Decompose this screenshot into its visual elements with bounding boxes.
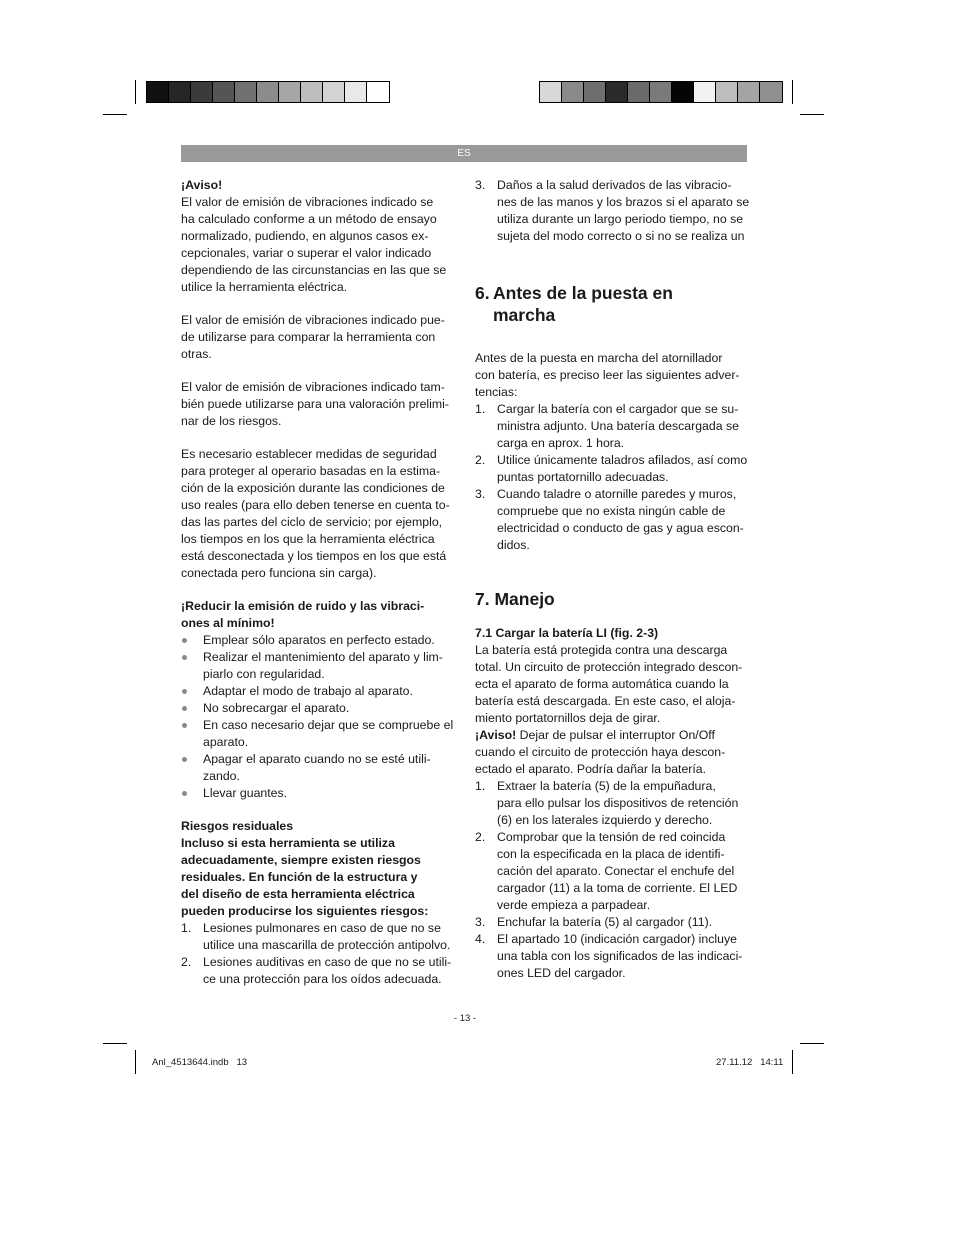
text-line: residuales. En función de la estructura y (181, 870, 418, 884)
item-number: 3. (475, 487, 486, 501)
aviso-2-rest (475, 744, 750, 778)
right-column (475, 177, 750, 982)
language-code: ES (457, 148, 471, 159)
riesgos-item-3 (475, 177, 750, 245)
color-bar-left-swatch (257, 82, 279, 102)
list-item (181, 649, 461, 683)
aviso-2-line (475, 727, 750, 744)
list-item (181, 785, 461, 802)
color-bar-right-swatch (650, 82, 672, 102)
paragraph-risk-assessment (181, 379, 461, 430)
numbered-item (475, 486, 750, 554)
color-bar-right-swatch (672, 82, 694, 102)
section-6-intro (475, 350, 750, 401)
text-line: ecta el aparato de forma automática cuando la (475, 677, 729, 691)
list-item (181, 751, 461, 785)
text-line: tencias: (475, 385, 518, 399)
list-item-text: Adaptar el modo de trabajo al aparato. (203, 684, 413, 698)
text-line: La batería está protegida contra una descarga (475, 643, 728, 657)
text-line: los tiempos en los que la herramienta eléctrica (181, 532, 435, 546)
text-line: ones al mínimo! (181, 616, 275, 630)
crop-mark (792, 1050, 793, 1074)
list-item-text: Llevar guantes. (203, 786, 288, 800)
aviso-text (181, 194, 461, 296)
item-text: electricidad o conducto de gas y agua escon- (497, 521, 744, 535)
color-bar-left-swatch (213, 82, 235, 102)
list-item (181, 632, 461, 649)
numbered-item (181, 920, 461, 954)
text-line: El valor de emisión de vibraciones indicado tam- (181, 380, 445, 394)
item-text: Comprobar que la tensión de red coincida (497, 830, 726, 844)
left-column (181, 177, 461, 988)
numbered-item (475, 177, 750, 245)
item-number: 1. (475, 402, 486, 416)
item-number: 2. (181, 955, 192, 969)
reduce-emission-title (181, 598, 461, 632)
aviso-title: ¡Aviso! (181, 178, 223, 192)
item-text: cargador (11) a la toma de corriente. El LED (497, 881, 738, 895)
color-bar-left (146, 81, 390, 103)
list-item (181, 683, 461, 700)
color-bar-left-swatch (147, 82, 169, 102)
item-text: (6) en los laterales izquierdo y derecho. (497, 813, 713, 827)
color-bar-right-swatch (628, 82, 650, 102)
text-line: cepcionales, variar o superar el valor indicado (181, 246, 432, 260)
item-text: utilice una mascarilla de protección antipolvo. (203, 938, 451, 952)
item-text: Extraer la batería (5) de la empuñadura, (497, 779, 716, 793)
color-bar-right-swatch (716, 82, 738, 102)
item-text: una tabla con los significados de las indicaci- (497, 949, 743, 963)
item-number: 1. (181, 921, 192, 935)
item-text: Daños a la salud derivados de las vibracio- (497, 178, 732, 192)
item-text: Lesiones auditivas en caso de que no se utili- (203, 955, 452, 969)
text-line: ¡Reducir la emisión de ruido y las vibraci- (181, 599, 425, 613)
numbered-item (475, 778, 750, 829)
bullet-icon (182, 655, 187, 660)
crop-mark (800, 1043, 824, 1044)
text-line: conectada pero funciona sin carga). (181, 566, 377, 580)
crop-mark (800, 114, 824, 115)
item-text: utiliza durante un largo periodo tiempo, no se (497, 212, 744, 226)
item-text: Utilice únicamente taladros afilados, así como (497, 453, 748, 467)
item-text: didos. (497, 538, 530, 552)
aviso-2-text: Dejar de pulsar el interruptor On/Off (516, 728, 715, 742)
text-line: El valor de emisión de vibraciones indicado se (181, 195, 434, 209)
text-line: total. Un circuito de protección integrado descon- (475, 660, 743, 674)
text-line: bién puede utilizarse para una valoración prelimi- (181, 397, 449, 411)
riesgos-list (181, 920, 461, 988)
section-6-title-line2: marcha (493, 305, 556, 325)
text-line: Antes de la puesta en marcha del atornillador (475, 351, 723, 365)
list-item-text: Realizar el mantenimiento del aparato y lim- (203, 650, 443, 664)
color-bar-right-swatch (760, 82, 782, 102)
crop-mark (135, 1050, 136, 1074)
color-bar-left-swatch (235, 82, 257, 102)
item-text: para ello pulsar los dispositivos de retención (497, 796, 739, 810)
paragraph-comparison (181, 312, 461, 363)
color-bar-left-swatch (367, 82, 389, 102)
text-line: dependiendo de las circunstancias en las que se (181, 263, 447, 277)
text-line: Es necesario establecer medidas de seguridad (181, 447, 437, 461)
list-item-text: piarlo con regularidad. (203, 667, 325, 681)
text-line: uso reales (para ello deben tenerse en cuenta to- (181, 498, 450, 512)
recommendation-list (181, 632, 461, 802)
crop-mark (792, 80, 793, 104)
text-line: nar de los riesgos. (181, 414, 282, 428)
color-bar-right-swatch (562, 82, 584, 102)
text-line: utilice la herramienta eléctrica. (181, 280, 348, 294)
section-6-title-line1: Antes de la puesta en (493, 283, 673, 303)
section-7-1-list (475, 778, 750, 982)
item-text: Lesiones pulmonares en caso de que no se (203, 921, 441, 935)
text-line: normalizado, pudiendo, en algunos casos ex- (181, 229, 429, 243)
list-item-text: zando. (203, 769, 240, 783)
crop-mark (135, 80, 136, 104)
item-text: sujeta del modo correcto o si no se realiza un (497, 229, 745, 243)
bullet-icon (182, 638, 187, 643)
item-number: 4. (475, 932, 486, 946)
bullet-icon (182, 706, 187, 711)
list-item (181, 700, 461, 717)
section-6-list (475, 401, 750, 554)
item-text: El apartado 10 (indicación cargador) incluye (497, 932, 737, 946)
language-header-bar (181, 145, 747, 162)
numbered-item (475, 401, 750, 452)
color-bar-right-swatch (606, 82, 628, 102)
numbered-item (181, 954, 461, 988)
color-bar-left-swatch (279, 82, 301, 102)
item-text: cación del aparato. Conectar el enchufe del (497, 864, 735, 878)
text-line: das las partes del ciclo de servicio; por ejemplo, (181, 515, 443, 529)
text-line: miento portatornillos deja de girar. (475, 711, 661, 725)
list-item-text: No sobrecargar el aparato. (203, 701, 350, 715)
item-number: 2. (475, 453, 486, 467)
numbered-item (475, 931, 750, 982)
item-text: ones LED del cargador. (497, 966, 626, 980)
text-line: otras. (181, 347, 212, 361)
color-bar-left-swatch (345, 82, 367, 102)
text-line: pueden producirse los siguientes riesgos: (181, 904, 429, 918)
color-bar-right (539, 81, 783, 103)
list-item-text: Apagar el aparato cuando no se esté utili- (203, 752, 431, 766)
bullet-icon (182, 757, 187, 762)
text-line: Incluso si esta herramienta se utiliza (181, 836, 395, 850)
bullet-icon (182, 723, 187, 728)
text-line: de utilizarse para comparar la herramienta con (181, 330, 436, 344)
item-text: ce una protección para los oídos adecuada. (203, 972, 442, 986)
item-number: 1. (475, 779, 486, 793)
item-text: verde empieza a parpadear. (497, 898, 651, 912)
item-text: puntas portatornillo adecuadas. (497, 470, 669, 484)
text-line: El valor de emisión de vibraciones indicado pue- (181, 313, 445, 327)
item-number: 3. (475, 178, 486, 192)
item-text: nes de las manos y los brazos si el aparato se (497, 195, 750, 209)
color-bar-right-swatch (584, 82, 606, 102)
aviso-2-label: ¡Aviso! (475, 728, 517, 742)
item-text: Cuando taladre o atornille paredes y muros, (497, 487, 737, 501)
item-text: compruebe que no exista ningún cable de (497, 504, 726, 518)
item-text: Enchufar la batería (5) al cargador (11). (497, 915, 713, 929)
item-text: Cargar la batería con el cargador que se su- (497, 402, 739, 416)
paragraph-safety-measures (181, 446, 461, 582)
color-bar-left-swatch (323, 82, 345, 102)
text-line: adecuadamente, siempre existen riesgos (181, 853, 421, 867)
item-text: con la especificada en la placa de identifi- (497, 847, 725, 861)
color-bar-left-swatch (191, 82, 213, 102)
list-item-text: aparato. (203, 735, 249, 749)
bullet-icon (182, 791, 187, 796)
item-text: carga en aprox. 1 hora. (497, 436, 625, 450)
riesgos-intro (181, 835, 461, 920)
section-6-heading (475, 282, 750, 326)
bullet-icon (182, 689, 187, 694)
text-line: batería está descargada. En este caso, el aloja- (475, 694, 736, 708)
color-bar-right-swatch (694, 82, 716, 102)
list-item-text: Emplear sólo aparatos en perfecto estado. (203, 633, 435, 647)
item-number: 2. (475, 830, 486, 844)
text-line: ción de la exposición durante las condiciones de (181, 481, 445, 495)
text-line: ha calculado conforme a un método de ensayo (181, 212, 437, 226)
page-number: - 13 - (453, 1013, 477, 1024)
item-number: 3. (475, 915, 486, 929)
section-7-1-heading: 7.1 Cargar la batería LI (fig. 2-3) (475, 626, 659, 640)
color-bar-right-swatch (540, 82, 562, 102)
text-line: del diseño de esta herramienta eléctrica (181, 887, 415, 901)
crop-mark (103, 1043, 127, 1044)
text-line: con batería, es preciso leer las siguientes adver- (475, 368, 740, 382)
color-bar-left-swatch (301, 82, 323, 102)
text-line: cuando el circuito de protección haya descon- (475, 745, 726, 759)
numbered-item (475, 452, 750, 486)
section-6-number: 6. (475, 283, 490, 303)
section-7-1-text (475, 642, 750, 727)
file-info: Anl_4513644.indb 13 (152, 1057, 248, 1068)
text-line: ectado el aparato. Podría dañar la batería. (475, 762, 707, 776)
text-line: para proteger al operario basadas en la estima- (181, 464, 441, 478)
color-bar-left-swatch (169, 82, 191, 102)
section-7-heading: 7. Manejo (475, 589, 555, 609)
print-date: 27.11.12 14:11 (716, 1057, 784, 1068)
numbered-item (475, 914, 750, 931)
numbered-item (475, 829, 750, 914)
text-line: está desconectada y los tiempos en los que está (181, 549, 447, 563)
list-item-text: En caso necesario dejar que se compruebe el (203, 718, 454, 732)
list-item (181, 717, 461, 751)
item-text: ministra adjunto. Una batería descargada se (497, 419, 739, 433)
crop-mark (103, 114, 127, 115)
riesgos-title: Riesgos residuales (181, 819, 294, 833)
color-bar-right-swatch (738, 82, 760, 102)
